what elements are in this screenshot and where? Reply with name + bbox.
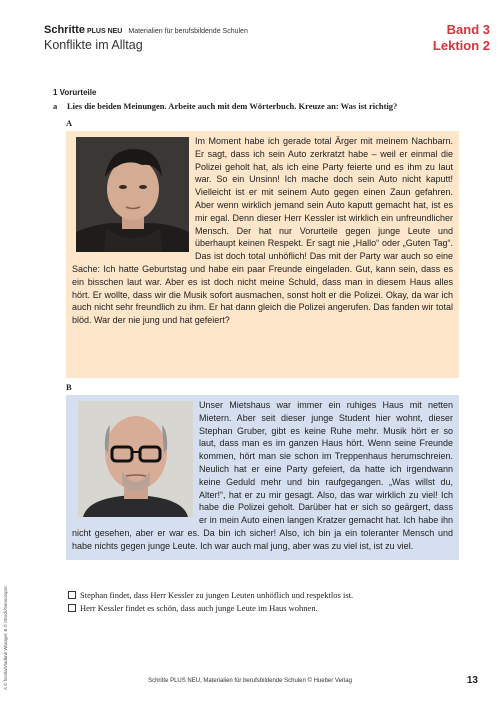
photo-credit: A © fotolia/Vladimir Wrangel; B © iStock/Sensorspot — [3, 586, 8, 690]
statement-2-text: Herr Kessler findet es schön, dass auch junge Leute im Haus wohnen. — [80, 603, 318, 613]
page-header — [0, 0, 500, 58]
statement-1 — [68, 590, 353, 600]
task-letter: a — [53, 101, 58, 111]
photo-young-man — [76, 137, 189, 252]
brand-title — [44, 24, 248, 36]
opinion-a-box — [66, 131, 459, 378]
task-instruction — [53, 101, 397, 111]
lektion-label: Lektion 2 — [432, 38, 490, 53]
opinion-b-text: Unser Mietshaus war immer ein ruhiges Haus mit netten Mietern. Aber seit dieser junge Student hier wohnt, dieser Stephan Gruber, gibt es keine Ruhe mehr. Musik hört er so laut, dass man es im ganzen Haus hört. Wenn seine Freunde kommen, hört man sie schon im Treppenhaus herumschreien. Neulich hat er eine Party gefeiert, da hatte ich irgendwann keine Geduld mehr und bin raufgegangen. „Was willst du, Alter!“, hat er zu mir gesagt. Also, das war wirklich zu viel! Ich habe die Polizei geholt. Darüber hat er sich so geärgert, dass er in mein Auto einen langen Kratzer gemacht hat. Ich habe ihn nicht gesehen, aber er war es. Da bin ich sicher! Also, ich bin ja ein toleranter Mensch und habe nichts gegen junge Leute. Ich war auch mal jung, aber was zu viel ist, ist zu viel. — [72, 400, 453, 551]
brand-plus: PLUS NEU — [86, 28, 123, 35]
unit-title: Konflikte im Alltag — [44, 38, 143, 52]
brand-name: Schritte — [44, 24, 85, 36]
opinion-b-label: B — [66, 382, 72, 392]
band-label: Band 3 — [446, 22, 490, 37]
photo-older-man — [78, 401, 193, 517]
opinion-b-box — [66, 395, 459, 560]
statement-2-checkbox[interactable] — [68, 604, 76, 612]
opinion-a-label: A — [66, 118, 73, 128]
statement-1-text: Stephan findet, dass Herr Kessler zu jungen Leuten unhöflich und respektlos ist. — [80, 590, 354, 600]
brand-subtitle: Materialien für berufsbildende Schulen — [128, 28, 248, 35]
task-text: Lies die beiden Meinungen. Arbeite auch mit dem Wörterbuch. Kreuze an: Was ist richtig? — [67, 101, 398, 111]
statement-1-checkbox[interactable] — [68, 591, 76, 599]
opinion-a-text: Im Moment habe ich gerade total Ärger mit meinem Nachbarn. Er sagt, dass ich sein Auto zerkratzt habe – weil er einmal die Polizei geholt hat, als ich eine Party feierte und es ihm zu laut war. So ein Unsinn! Ich mache doch sein Auto nicht kaputt! Vielleicht ist er mit seinem Auto gegen einen Zaun gefahren. Aber wenn wirklich jemand sein Auto kaputt gemacht hat, ist es mir egal. Denn dieser Herr Kessler ist wirklich ein unfreundlicher Mensch. Der hat nur Vorurteile gegen junge Leute und überhaupt keinen Respekt. Er sagt nie „Hallo“ oder „Guten Tag“. Das ist doch total unhöflich! Das mit der Party war auch so eine Sache: Ich hatte Geburtstag und habe ein paar Freunde eingeladen. Gut, kann sein, dass es ein bisschen laut war. Aber es ist doch nicht meine Schuld, dass man in diesem Haus alles hört. Er wollte, dass wir die Musik sofort ausmachen, sonst holt er die Polizei. Okay, da war ich auch nicht sehr freundlich zu ihm. Er hat dann gleich die Polizei angerufen. Das fanden wir total blöd. War der nie jung und hat gefeiert? — [72, 136, 453, 326]
section-title: 1 Vorurteile — [53, 88, 97, 97]
page-number: 13 — [466, 675, 478, 686]
footer-text: Schritte PLUS NEU, Materialien für berufsbildende Schulen © Hueber Verlag — [148, 678, 352, 684]
statement-2 — [68, 603, 318, 613]
